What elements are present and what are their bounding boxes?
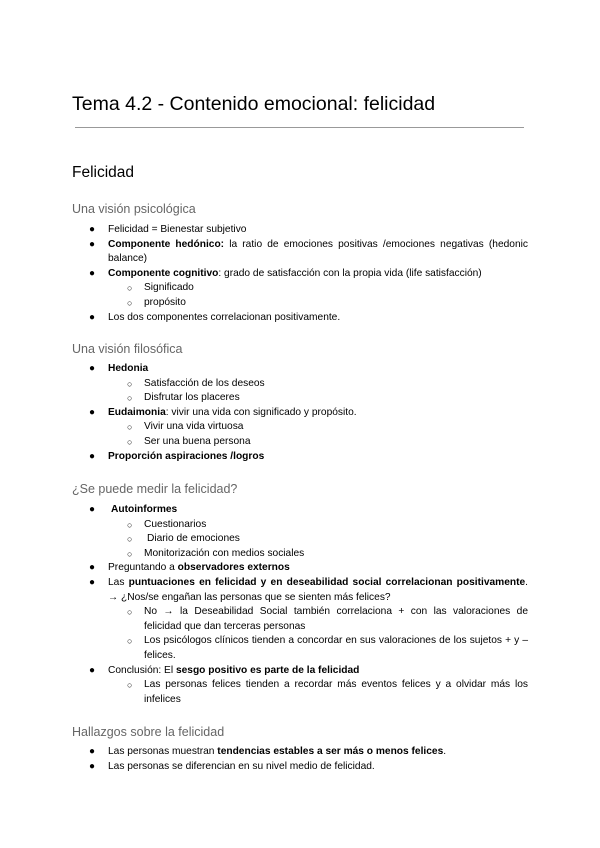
sub-list-item: ○ Las personas felices tienden a recordar más eventos felices y a olvidar más los infelices (127, 679, 528, 705)
sub-list-item: ○ No → la Deseabilidad Social también correlaciona + con las valoraciones de felicidad que dan terceras personas (127, 606, 528, 632)
psychological-view-list (72, 223, 528, 325)
page-title: Tema 4.2 - Contenido emocional: felicidad (72, 93, 436, 115)
list-item: ● Proporción aspiraciones /logros (72, 450, 528, 465)
bullet-icon: ● (89, 562, 96, 574)
list-item: ● Eudaimonia: vivir una vida con significado y propósito. (72, 406, 528, 421)
hollow-bullet-icon: ○ (127, 534, 133, 545)
list-item: ● Las personas se diferencian en su nivel medio de felicidad. (72, 760, 528, 775)
bullet-icon: ● (89, 406, 96, 418)
list-item: ● Hedonia (72, 362, 528, 377)
sub-list-item: ○ Ser una buena persona (72, 435, 528, 450)
sub-list-item: ○ Monitorización con medios sociales (72, 547, 528, 562)
psychological-view-heading: Una visión psicológica (72, 202, 196, 216)
sub-list-item: ○ Cuestionarios (72, 518, 528, 533)
list-item: ● Conclusión: El sesgo positivo es parte de la felicidad (72, 664, 528, 679)
philosophical-view-block (72, 341, 528, 464)
title-divider (75, 127, 524, 128)
findings-heading: Hallazgos sobre la felicidad (72, 725, 225, 739)
hollow-bullet-icon: ○ (127, 519, 133, 530)
bullet-icon: ● (89, 238, 96, 250)
hollow-bullet-icon: ○ (127, 378, 133, 389)
bullet-icon: ● (89, 224, 96, 235)
hollow-bullet-icon: ○ (127, 422, 133, 433)
findings-block (72, 724, 528, 774)
bullet-icon: ● (89, 450, 96, 462)
sub-list-item: ○ Vivir una vida virtuosa (72, 420, 528, 435)
bullet-icon: ● (89, 576, 96, 588)
list-item: ● Preguntando a observadores externos (72, 561, 528, 576)
hollow-bullet-icon: ○ (127, 436, 133, 447)
list-item: ● Componente hedónico: la ratio de emociones positivas /emociones negativas (hedonic balance) (89, 238, 528, 265)
bullet-icon: ● (89, 664, 96, 676)
section-heading: Felicidad (72, 164, 135, 181)
list-item: ● Componente cognitivo: grado de satisfacción con la propia vida (life satisfacción) (72, 267, 528, 282)
psychological-view-block (72, 201, 528, 325)
sub-list-item: ○ Significado (72, 281, 528, 296)
measurement-block (72, 481, 528, 707)
bullet-icon: ● (89, 746, 96, 757)
bullet-icon: ● (89, 760, 96, 772)
philosophical-view-list (72, 362, 528, 464)
list-item: ● Autoinformes (72, 503, 528, 518)
findings-list (72, 745, 528, 774)
philosophical-view-heading: Una visión filosófica (72, 342, 183, 356)
measurement-list (72, 503, 528, 707)
hollow-bullet-icon: ○ (127, 548, 133, 559)
list-item: ● Las puntuaciones en felicidad y en deseabilidad social correlacionan positivamente. → ¿Nos/se engañan las personas que se sienten más felices? (89, 576, 528, 603)
measurement-heading: ¿Se puede medir la felicidad? (72, 482, 238, 496)
hollow-bullet-icon: ○ (127, 393, 133, 404)
sub-list-item: ○ Disfrutar los placeres (72, 391, 528, 406)
hollow-bullet-icon: ○ (127, 283, 133, 294)
bullet-icon: ● (89, 267, 96, 279)
hollow-bullet-icon: ○ (127, 607, 133, 618)
list-item: ● Felicidad = Bienestar subjetivo (72, 223, 528, 238)
sub-list-item: ○ Diario de emociones (72, 532, 528, 547)
bullet-icon: ● (89, 504, 96, 515)
bullet-icon: ● (89, 363, 96, 374)
sub-list-item: ○ Los psicólogos clínicos tienden a concordar en sus valoraciones de los sujetos + y – felices. (127, 635, 528, 661)
bullet-icon: ● (89, 311, 96, 323)
sub-list-item: ○ propósito (72, 296, 528, 311)
list-item: ● Las personas muestran tendencias estables a ser más o menos felices. (72, 745, 528, 760)
hollow-bullet-icon: ○ (127, 636, 133, 647)
sub-list-item: ○ Satisfacción de los deseos (72, 377, 528, 392)
hollow-bullet-icon: ○ (127, 297, 133, 308)
list-item: ● Los dos componentes correlacionan positivamente. (72, 311, 528, 326)
hollow-bullet-icon: ○ (127, 680, 133, 691)
